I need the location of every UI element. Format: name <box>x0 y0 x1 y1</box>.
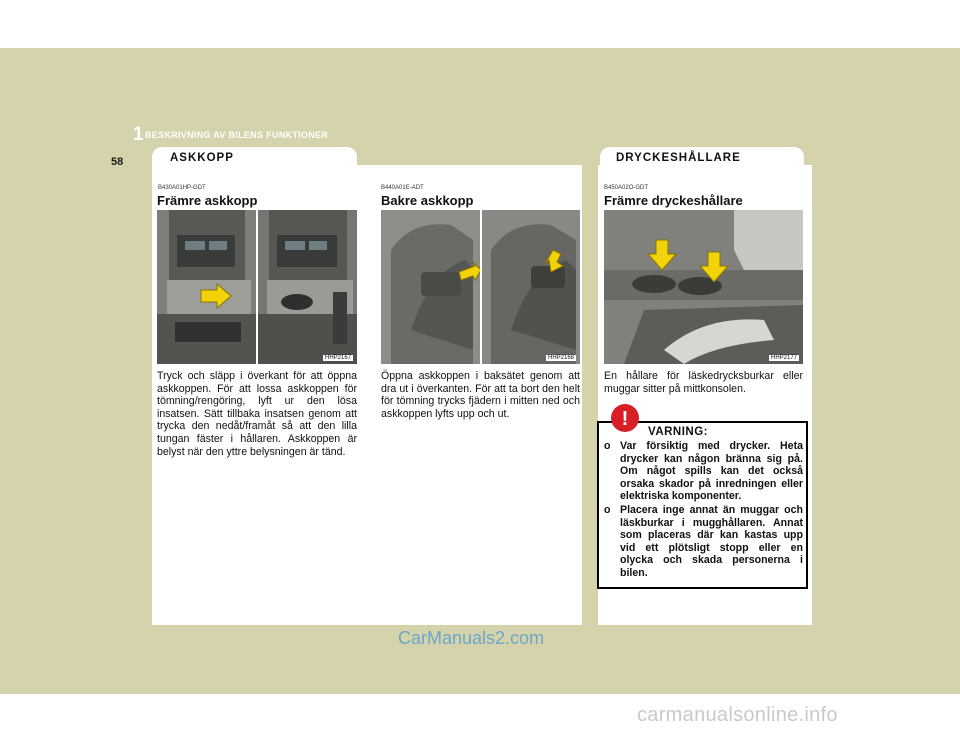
rear-ashtray-illustration <box>381 210 580 364</box>
warning-item-text: Placera inge annat än muggar och läskburkar i mugghållaren. Annat som placeras där kan kastas upp vid ett plötsligt stopp eller en olycka och skada personerna i bilen. <box>620 503 803 579</box>
photo-code: HHP2177 <box>770 355 797 361</box>
watermark-carmanuals2[interactable]: CarManuals2.com <box>398 628 545 648</box>
section-heading: Främre dryckeshållare <box>604 193 743 208</box>
bullet-marker: o <box>604 503 611 516</box>
photo-code: HHP2167 <box>324 355 351 361</box>
cup-holder-illustration <box>604 210 803 364</box>
chapter-title: BESKRIVNING AV BILENS FUNKTIONER <box>145 130 329 140</box>
photo-code: HHP2168 <box>547 355 574 361</box>
chapter-number: 1 <box>133 124 144 145</box>
section-body-text: Öppna askkoppen i baksätet genom att dra ut i överkanten. För att ta bort den helt för tömning trycks fjädern i mitten ned och askkoppen lyfts upp och ut. <box>381 370 580 420</box>
cup-holder-photo <box>604 210 803 364</box>
section-tab-askkopp: ASKKOPP <box>152 147 357 167</box>
rear-ashtray-photo <box>381 210 580 364</box>
warning-icon <box>610 403 640 433</box>
warning-item-text: Var försiktig med drycker. Heta drycker kan någon bränna sig på. Om något spills kan det också orsaka skador på inredningen eller elektriska komponenter. <box>620 440 803 503</box>
watermark-carmanualsonline[interactable]: carmanualsonline.info <box>637 704 838 726</box>
section-body-text: Tryck och släpp i överkant för att öppna askkoppen. För att lossa askkoppen för tömning/rengöring, lyft ur den lösa insatsen. Sätt tillbaka insatsen genom att trycka den nedåt/framåt så att den lilla tungan fäster i hållaren. Askkoppen är belyst när den yttre belysningen är tänd. <box>157 370 357 458</box>
warning-title: VARNING: <box>648 426 709 438</box>
warning-item <box>604 440 803 503</box>
warning-list <box>604 440 803 581</box>
warning-item <box>604 504 803 580</box>
section-heading: Främre askkopp <box>157 193 258 208</box>
section-code: B430A01HP-GDT <box>158 185 206 191</box>
section-code: B440A01E-ADT <box>381 185 424 191</box>
front-ashtray-photo <box>157 210 357 364</box>
warning-box <box>597 421 808 589</box>
section-heading: Bakre askkopp <box>381 193 474 208</box>
bullet-marker: o <box>604 440 611 452</box>
warning-icon-glyph: ! <box>621 408 629 430</box>
page-number: 58 <box>111 156 124 168</box>
section-code: B450A02O-GDT <box>604 185 649 191</box>
section-tab-dryckeshallare: DRYCKESHÅLLARE <box>600 147 804 167</box>
section-body-text: En hållare för läskedrycksburkar eller muggar sitter på mittkonsolen. <box>604 370 803 395</box>
front-ashtray-illustration <box>157 210 357 364</box>
